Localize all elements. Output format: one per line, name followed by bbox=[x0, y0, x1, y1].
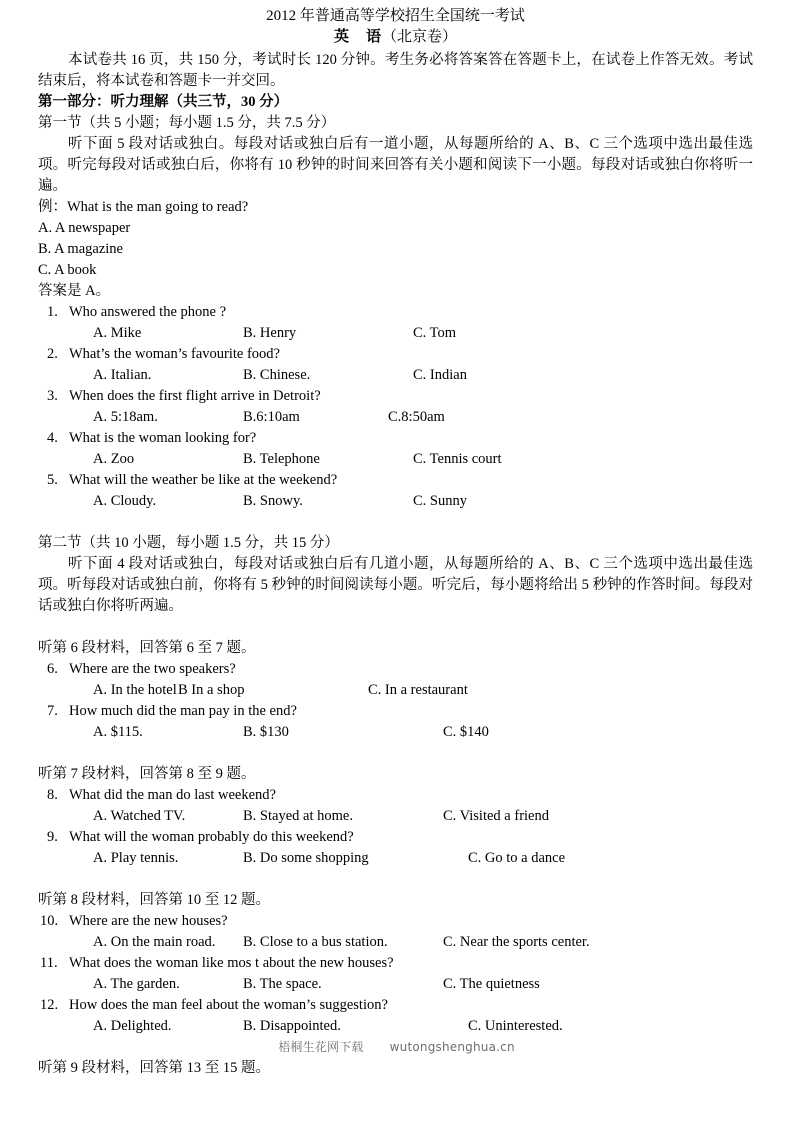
option-c[interactable]: C. In a restaurant bbox=[368, 682, 468, 698]
material-header-7: 听第 7 段材料，回答第 8 至 9 题。 bbox=[38, 766, 256, 782]
option-b[interactable]: B. Chinese. bbox=[243, 367, 311, 383]
option-a[interactable]: A. Zoo bbox=[93, 451, 135, 467]
example-option-b: B. A magazine bbox=[38, 241, 123, 257]
option-c[interactable]: C. $140 bbox=[443, 724, 489, 740]
question-stem: Where are the new houses? bbox=[69, 913, 228, 929]
question-item bbox=[38, 785, 753, 827]
question-options bbox=[38, 974, 753, 995]
question-options bbox=[38, 491, 753, 512]
exam-subject: 英 语 bbox=[333, 29, 382, 45]
option-b[interactable]: B. Close to a bus station. bbox=[243, 934, 388, 950]
question-stem: What did the man do last weekend? bbox=[69, 787, 276, 803]
example-question bbox=[38, 197, 753, 218]
section-two-questions-6-7 bbox=[38, 659, 753, 743]
option-a[interactable]: A. Delighted. bbox=[93, 1018, 172, 1034]
watermark-site-name: 梧桐生花网下载 bbox=[278, 1040, 364, 1054]
question-options bbox=[38, 680, 753, 701]
section-two-questions-8-9 bbox=[38, 785, 753, 869]
option-b[interactable]: B. $130 bbox=[243, 724, 289, 740]
question-item bbox=[38, 701, 753, 743]
spacer bbox=[38, 617, 753, 638]
question-stem: When does the first flight arrive in Detroit? bbox=[69, 388, 321, 404]
question-item bbox=[38, 386, 753, 428]
question-item bbox=[38, 470, 753, 512]
question-options bbox=[38, 323, 753, 344]
option-a[interactable]: A. Mike bbox=[93, 325, 142, 341]
option-b[interactable]: B. Do some shopping bbox=[243, 850, 369, 866]
option-a[interactable]: A. Watched TV. bbox=[93, 808, 186, 824]
question-number: 10. bbox=[40, 913, 59, 929]
question-number: 11. bbox=[40, 955, 58, 971]
option-a[interactable]: A. $115. bbox=[93, 724, 143, 740]
material-header-9: 听第 9 段材料，回答第 13 至 15 题。 bbox=[38, 1060, 270, 1076]
question-item bbox=[38, 995, 753, 1037]
option-a[interactable]: A. On the main road. bbox=[93, 934, 216, 950]
question-options bbox=[38, 365, 753, 386]
section-two-instructions: 听下面 4 段对话或独白，每段对话或独白后有几道小题，从每题所给的 A、B、C 三个选项中选出最佳选项。听每段对话或独白前，你将有 5 秒钟的时间阅读每小题。听完后，每小题将给出 5 秒钟的作答时间。每段对话或独白你将听两遍。 bbox=[38, 556, 753, 614]
option-c[interactable]: C. Tom bbox=[413, 325, 457, 341]
spacer bbox=[38, 512, 753, 533]
question-item bbox=[38, 428, 753, 470]
option-b[interactable]: B. Snowy. bbox=[243, 493, 303, 509]
option-c[interactable]: C.8:50am bbox=[388, 409, 445, 425]
material-header-8: 听第 8 段材料，回答第 10 至 12 题。 bbox=[38, 892, 270, 908]
question-stem: How does the man feel about the woman’s suggestion? bbox=[69, 997, 388, 1013]
question-item bbox=[38, 659, 753, 701]
section-one-heading: 第一节（共 5 小题；每小题 1.5 分，共 7.5 分） bbox=[38, 115, 336, 131]
option-b[interactable]: B. Stayed at home. bbox=[243, 808, 353, 824]
question-options bbox=[38, 722, 753, 743]
question-stem: What’s the woman’s favourite food? bbox=[69, 346, 280, 362]
option-c[interactable]: C. Indian bbox=[413, 367, 467, 383]
question-item bbox=[38, 911, 753, 953]
option-b[interactable]: B. Telephone bbox=[243, 451, 320, 467]
section-one-instructions: 听下面 5 段对话或独白。每段对话或独白后有一道小题，从每题所给的 A、B、C 三个选项中选出最佳选项。听完每段对话或独白后，你将有 10 秒钟的时间来回答有关小题和阅读下一小题。每段对话或独白你将听一遍。 bbox=[38, 136, 753, 194]
option-b[interactable]: B In a shop bbox=[178, 682, 245, 698]
question-options bbox=[38, 449, 753, 470]
question-stem: Where are the two speakers? bbox=[69, 661, 236, 677]
question-options bbox=[38, 932, 753, 953]
option-a[interactable]: A. Cloudy. bbox=[93, 493, 157, 509]
option-c[interactable]: C. Go to a dance bbox=[468, 850, 566, 866]
question-stem: What is the woman looking for? bbox=[69, 430, 257, 446]
option-b[interactable]: B. Disappointed. bbox=[243, 1018, 341, 1034]
option-a[interactable]: A. 5:18am. bbox=[93, 409, 158, 425]
exam-instructions: 本试卷共 16 页，共 150 分，考试时长 120 分钟。考生务必将答案答在答题卡上，在试卷上作答无效。考试结束后，将本试卷和答题卡一并交回。 bbox=[38, 52, 753, 89]
section-two-heading: 第二节（共 10 小题，每小题 1.5 分，共 15 分） bbox=[38, 535, 339, 551]
question-stem: What will the woman probably do this weekend? bbox=[69, 829, 354, 845]
example-option-a: A. A newspaper bbox=[38, 220, 131, 236]
question-options bbox=[38, 806, 753, 827]
question-item bbox=[38, 953, 753, 995]
option-c[interactable]: C. Uninterested. bbox=[468, 1018, 563, 1034]
question-options bbox=[38, 1016, 753, 1037]
footer-watermark bbox=[0, 1038, 793, 1055]
section-one-questions bbox=[38, 302, 753, 512]
spacer bbox=[38, 743, 753, 764]
question-number: 7. bbox=[47, 703, 58, 719]
option-b[interactable]: B. The space. bbox=[243, 976, 322, 992]
question-item bbox=[38, 827, 753, 869]
question-number: 2. bbox=[47, 346, 58, 362]
part-one-heading: 第一部分：听力理解（共三节，30 分） bbox=[38, 94, 289, 110]
option-c[interactable]: C. Near the sports center. bbox=[443, 934, 590, 950]
question-number: 9. bbox=[47, 829, 58, 845]
example-question-text: What is the man going to read? bbox=[67, 199, 249, 215]
question-stem: How much did the man pay in the end? bbox=[69, 703, 297, 719]
question-number: 6. bbox=[47, 661, 58, 677]
question-number: 1. bbox=[47, 304, 58, 320]
material-header-6: 听第 6 段材料，回答第 6 至 7 题。 bbox=[38, 640, 256, 656]
option-c[interactable]: C. Tennis court bbox=[413, 451, 502, 467]
question-number: 12. bbox=[40, 997, 59, 1013]
section-two-questions-10-12 bbox=[38, 911, 753, 1037]
option-b[interactable]: B. Henry bbox=[243, 325, 297, 341]
exam-subject-line bbox=[38, 27, 753, 48]
question-stem: Who answered the phone ? bbox=[69, 304, 227, 320]
question-number: 4. bbox=[47, 430, 58, 446]
question-number: 8. bbox=[47, 787, 58, 803]
question-options bbox=[38, 407, 753, 428]
option-a[interactable]: A. Play tennis. bbox=[93, 850, 179, 866]
option-c[interactable]: C. The quietness bbox=[443, 976, 540, 992]
exam-region: （北京卷） bbox=[382, 29, 458, 45]
exam-title: 2012 年普通高等学校招生全国统一考试 bbox=[266, 8, 525, 24]
option-a[interactable]: A. In the hotel bbox=[93, 682, 177, 698]
option-a[interactable]: A. The garden. bbox=[93, 976, 180, 992]
question-options bbox=[38, 848, 753, 869]
example-option-c: C. A book bbox=[38, 262, 97, 278]
option-a[interactable]: A. Italian. bbox=[93, 367, 152, 383]
question-stem: What does the woman like mos t about the new houses? bbox=[69, 955, 394, 971]
question-number: 3. bbox=[47, 388, 58, 404]
option-b[interactable]: B.6:10am bbox=[243, 409, 300, 425]
question-item bbox=[38, 302, 753, 344]
question-item bbox=[38, 344, 753, 386]
option-c[interactable]: C. Visited a friend bbox=[443, 808, 549, 824]
example-answer: 答案是 A。 bbox=[38, 283, 111, 299]
spacer bbox=[38, 869, 753, 890]
watermark-url: wutongshenghua.cn bbox=[389, 1040, 515, 1054]
example-label: 例： bbox=[38, 199, 67, 215]
option-c[interactable]: C. Sunny bbox=[413, 493, 467, 509]
question-stem: What will the weather be like at the weekend? bbox=[69, 472, 338, 488]
question-number: 5. bbox=[47, 472, 58, 488]
